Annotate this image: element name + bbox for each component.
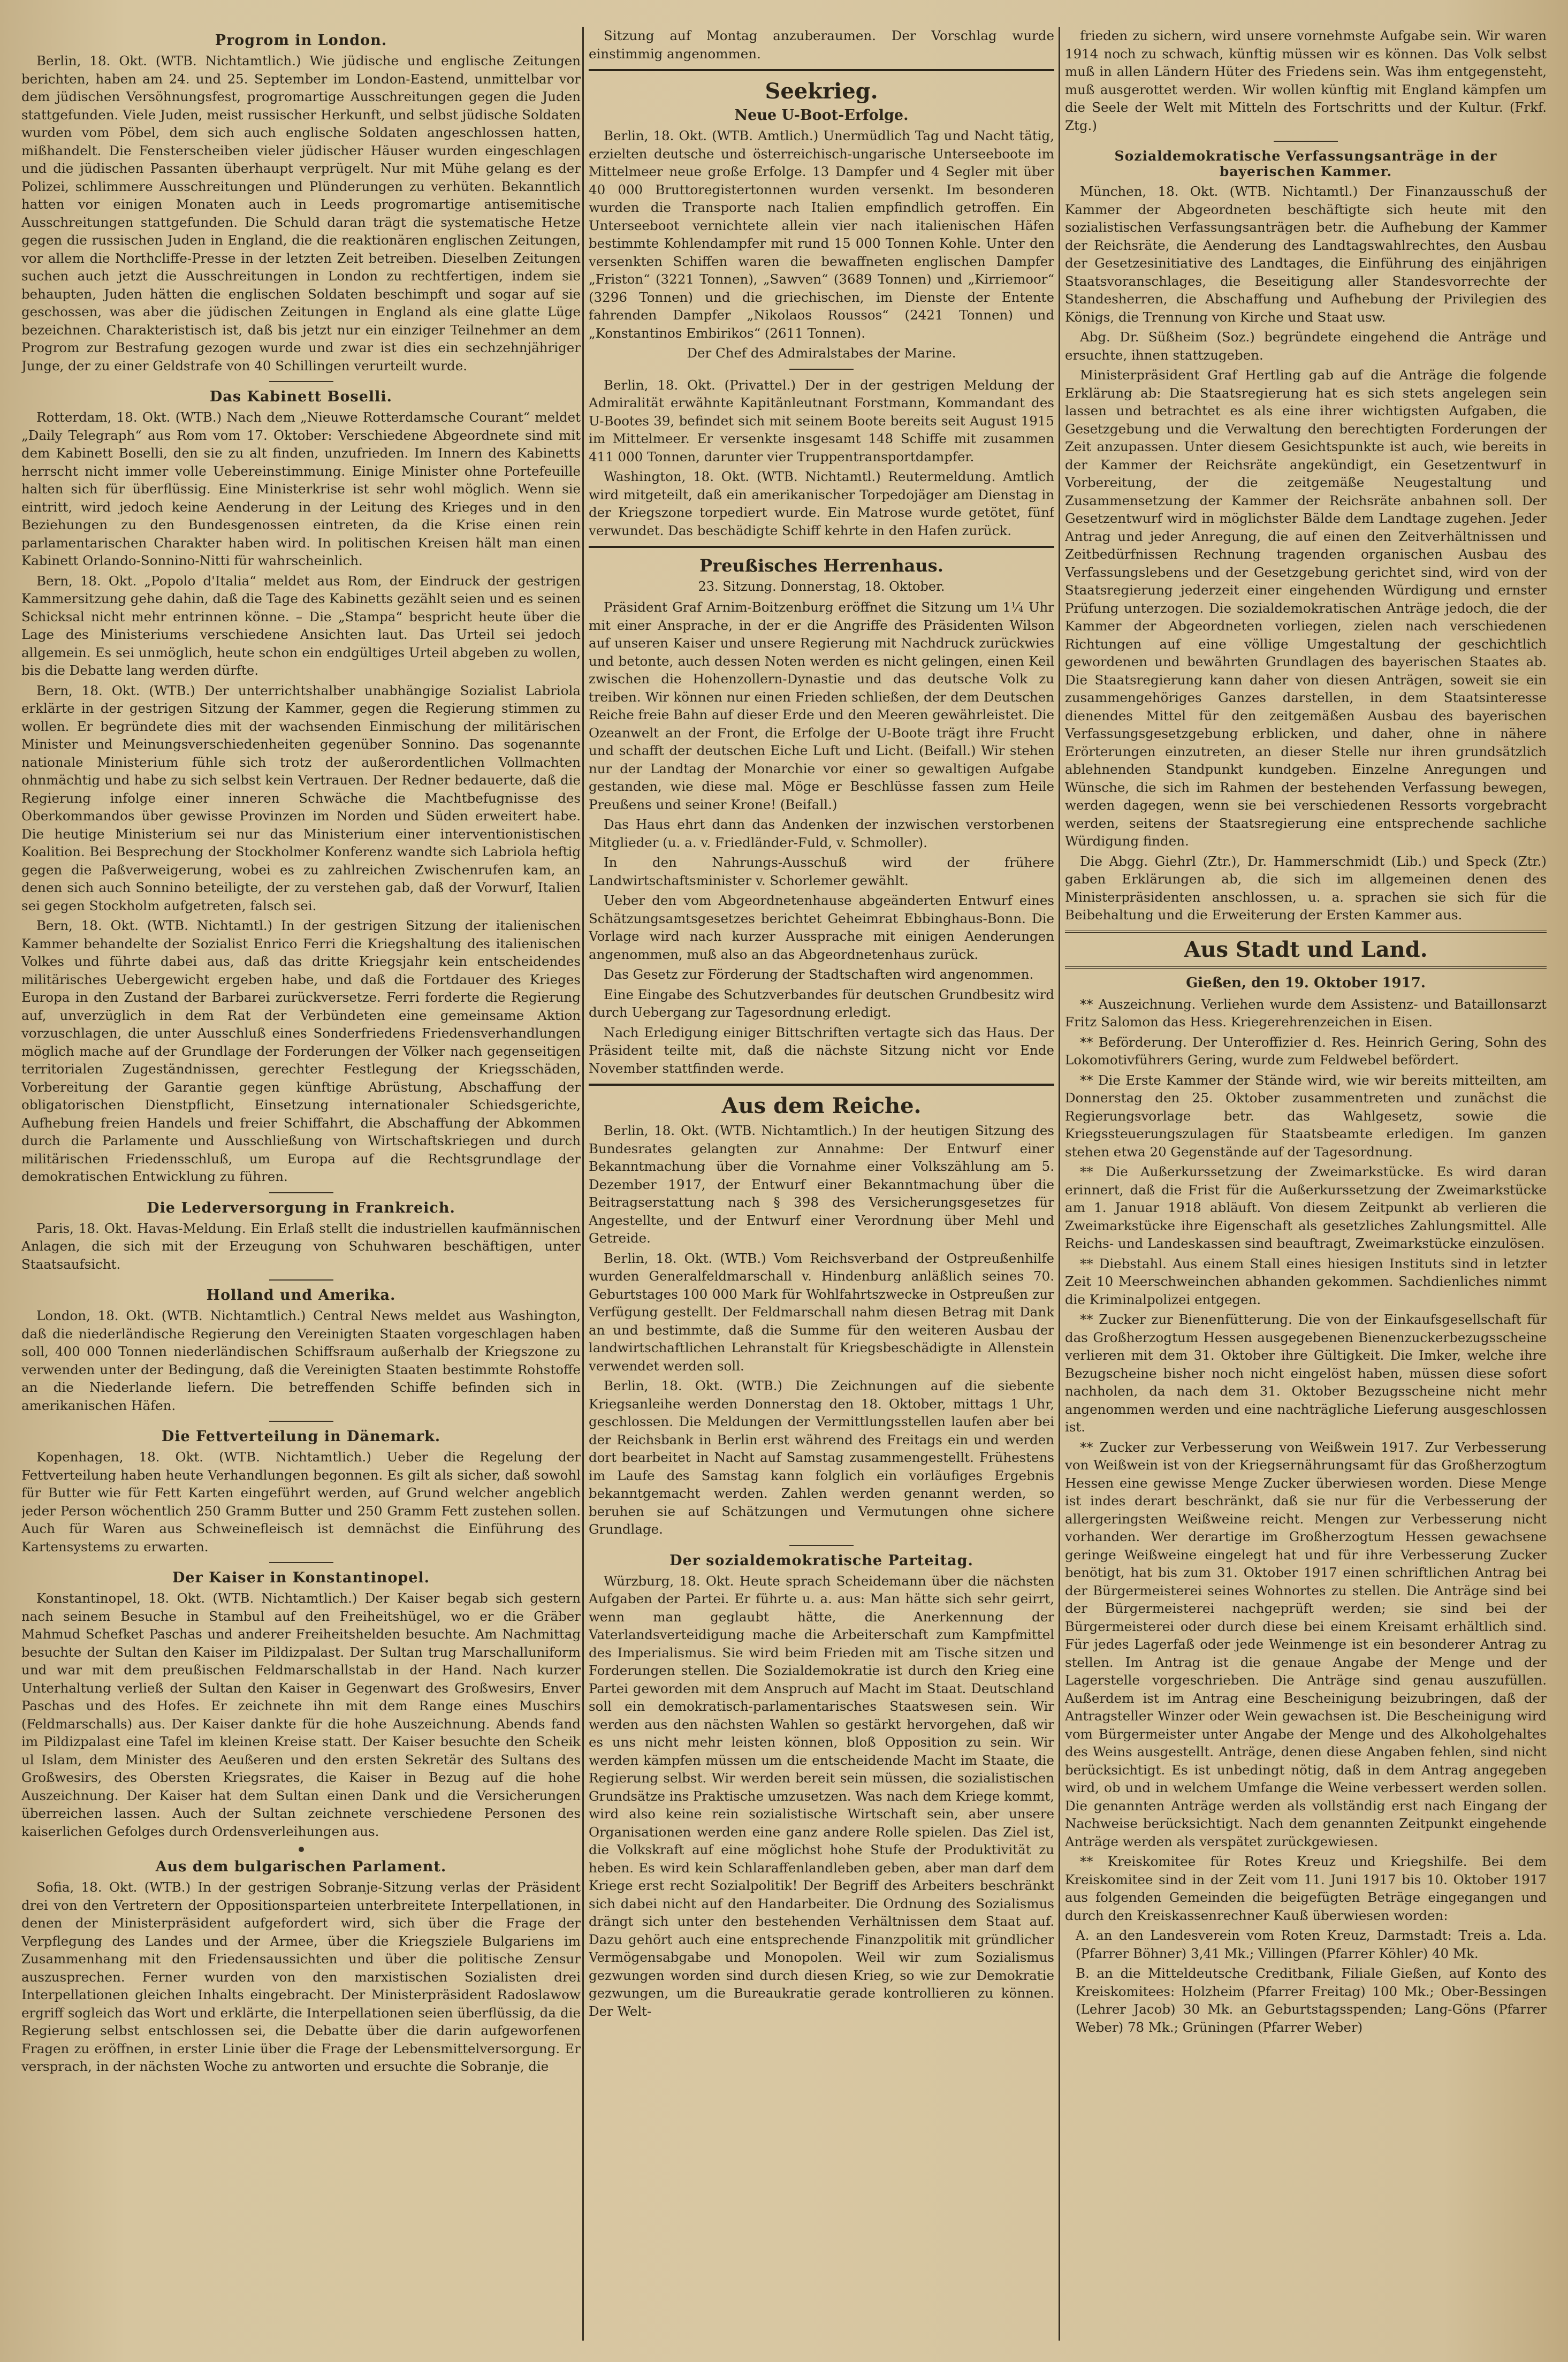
article-paragraph: ** Zucker zur Bienenfütterung. Die von der Einkaufsgesellschaft für das Großherzogtum Hessen ausgegebenen Bienenzuckerbezugsscheine verlieren mit dem 31. Oktober ihre Gültigkeit. Die Imker, welche ihre Bezugscheine bisher noch nicht eingelöst haben, müssen diese sofort nachholen, da nach dem 31. Oktober Bezugsscheine nicht mehr angenommen werden und eine nachträgliche Lieferung ausgeschlossen ist. (1065, 1312, 1547, 1435)
article-title: Der sozialdemokratische Parteitag. (669, 1552, 973, 1569)
article-paragraph: Kopenhagen, 18. Okt. (WTB. Nichtamtlich.) Ueber die Regelung der Fettverteilung haben heute Verhandlungen begonnen. Es gilt als sicher, daß sowohl für Butter wie für Fett Karten eingeführt werden, auf Grund welcher angeblich jeder Person wöchentlich 250 Gramm Butter und 250 Gramm Fett zustehen sollen. Auch für Waren aus Schweinefleisch ist demnächst die Einführung des Kartensystems zu erwarten. (21, 1449, 581, 1555)
article-fettverteilung (21, 1428, 581, 1556)
article-paragraph: Abg. Dr. Süßheim (Soz.) begründete eingehend die Anträge und ersuchte, ihnen stattzugeben. (1065, 329, 1547, 363)
section-title: Aus Stadt und Land. (1184, 936, 1428, 962)
article-kabinett-boselli (21, 388, 581, 1186)
separator (269, 1562, 333, 1563)
article-paragraph: Eine Eingabe des Schutzverbandes für deutschen Grundbesitz wird durch Uebergang zur Tagesordnung erledigt. (589, 986, 1054, 1020)
article-title: Das Kabinett Boselli. (209, 388, 393, 405)
column-1 (21, 27, 581, 2341)
article-paragraph: Berlin, 18. Okt. (WTB. Nichtamtlich.) Wie jüdische und englische Zeitungen berichten, haben am 24. und 25. September im London-Eastend, unmittelbar vor dem jüdischen Versöhnungsfest, progromartige Ausschreitungen gegen die Juden stattgefunden. Viele Juden, meist russischer Herkunft, und selbst jüdische Soldaten wurden vom Pöbel, dem sich auch englische Soldaten angeschlossen hatten, mißhandelt. Die Fensterscheiben vieler jüdischer Häuser wurden eingeschlagen und die jüdischen Passanten überhaupt verprügelt. Nur mit Mühe gelang es der Polizei, schlimmere Ausschreitungen und Plünderungen zu verhüten. Bekanntlich hatten vor einigen Monaten auch in Leeds progromartige antisemitische Ausschreitungen stattgefunden. Die Schuld daran trägt die systematische Hetze gegen die russischen Juden in England, die die reaktionären englischen Zeitungen, vor allem die Northcliffe-Presse in der letzten Zeit betreiben. Dieselben Zeitungen suchen auch jetzt die Ausschreitungen in London zu rechtfertigen, indem sie behaupten, Juden hätten die englischen Soldaten beschimpft und sogar auf sie geschossen, was aber die jüdischen Zeitungen in England als eine glatte Lüge bezeichnen. Charakteristisch ist, daß bis jetzt nur ein einziger Teilnehmer an dem Progrom zur Bestrafung gezogen wurde und zwar ist dies ein sechzehnjähriger Junge, der zu einer Geldstrafe von 40 Schillingen verurteilt wurde. (21, 53, 581, 374)
signature: Der Chef des Admiralstabes der Marine. (687, 345, 956, 361)
article-title: Holland und Amerika. (206, 1287, 396, 1304)
section-rule (589, 546, 1054, 548)
section-seekrieg (589, 79, 1054, 539)
article-progrom-london (21, 32, 581, 375)
section-title: Preußisches Herrenhaus. (699, 555, 943, 576)
article-paragraph: Das Haus ehrt dann das Andenken der inzwischen verstorbenen Mitglieder (u. a. v. Friedländer-Fuld, v. Schmoller). (589, 817, 1054, 850)
list-item: B. an die Mitteldeutsche Creditbank, Filiale Gießen, auf Konto des Kreiskomitees: Holzheim (Pfarrer Freitag) 100 Mk.; Ober-Bessingen (Lehrer Jacob) 30 Mk. an Geburtstagsspenden; Lang-Göns (Pfarrer Weber) 78 Mk.; Grüningen (Pfarrer Weber) (1076, 1965, 1547, 2035)
article-paragraph: ** Diebstahl. Aus einem Stall eines hiesigen Instituts sind in letzter Zeit 10 Meerschweinchen abhanden gekommen. Sachdienliches nimmt die Kriminalpolizei entgegen. (1065, 1255, 1547, 1307)
article-paragraph: ** Beförderung. Der Unteroffizier d. Res. Heinrich Gering, Sohn des Lokomotivführers Gering, wurde zum Feldwebel befördert. (1065, 1034, 1547, 1068)
article-lederversorgung (21, 1200, 581, 1274)
continued-text: frieden zu sichern, wird unsere vornehmste Aufgabe sein. Wir waren 1914 noch zu schwach, künftig müssen wir es können. Das Volk selbst muß in allen Ländern Hüter des Friedens sein. Was ihm entgegensteht, muß ausgerottet werden. Wir wollen künftig mit England kämpfen um die Seele der Welt mit Mitteln des Fortschritts und der Kultur. (Frkf. Ztg.) (1065, 28, 1547, 133)
article-paragraph: Ministerpräsident Graf Hertling gab auf die Anträge die folgende Erklärung ab: Die Staatsregierung hat es sich stets angelegen sein lassen und betrachtet es als eine ihrer wichtigsten Aufgaben, die Gesetzgebung und die Verwaltung den berechtigten Forderungen der Zeit anzupassen. Unter diesem Gesichtspunkte ist auch, wie bereits in der Kammer der Reichsräte angekündigt, ein Gesetzentwurf in Vorbereitung, der die zeitgemäße Neugestaltung und Zusammensetzung der Kammer der Reichsräte anbahnen soll. Der Gesetzentwurf wird in möglichster Bälde dem Landtage zugehen. Jeder Antrag und jeder Anregung, die auf einen den Zeitverhältnissen und Zeitbedürfnissen Rechnung tragenden organischen Ausbau des Verfassungslebens und der Gesetzgebung gerichtet sind, wird von der Staatsregierung jederzeit einer eingehenden Würdigung und ernster Prüfung unterzogen. Die sozialdemokratischen Anträge jedoch, die der Kammer der Abgeordneten vorliegen, zielen nach verschiedenen Richtungen auf eine völlige Umgestaltung der geschichtlich gewordenen und bewährten Grundlagen des bayerischen Staates ab. Die Staatsregierung kann daher von diesen Anträgen, soweit sie ein zusammengehöriges Ganzes darstellen, in dem Staatsinteresse dienendes Mittel für den zeitgemäßen Ausbau des bayerischen Verfassungsgesetzgebung erblicken, und daher, ohne in nähere Erörterungen einzutreten, an dieser Stelle nur ihren grundsätzlich ablehnenden Standpunkt kundgeben. Einzelne Anregungen und Wünsche, die sich im Rahmen der bestehenden Verfassung bewegen, werden dagegen, wenn sie bei verschiedenen Ressorts vorgebracht werden, seitens der Staatsregierung eine entsprechende sachliche Würdigung finden. (1065, 367, 1547, 849)
column-rule-1 (582, 27, 584, 2341)
article-paragraph: Würzburg, 18. Okt. Heute sprach Scheidemann über die nächsten Aufgaben der Partei. Er führte u. a. aus: Man hätte sich sehr geirrt, wenn man geglaubt hätte, die Anerkennung der Vaterlandsverteidigung mache die Arbeiterschaft zum Kampfmittel des Imperialismus. Sie wird beim Frieden mit am Tische sitzen und Forderungen stellen. Die Sozialdemokratie ist durch den Krieg eine Partei geworden mit dem Anspruch auf Macht im Staat. Deutschland soll ein demokratisch-parlamentarisches Staatswesen sein. Wir werden aus den nächsten Wahlen so gestärkt hervorgehen, daß wir es uns nicht mehr leisten können, bloß Opposition zu sein. Wir werden kämpfen müssen um die entscheidende Macht im Staate, die Regierung selbst. Wir werden bereit sein müssen, die sozialistischen Grundsätze ins Praktische umzusetzen. Was nach dem Kriege kommt, wird also keine rein sozialistische Wirtschaft sein, aber unsere Organisationen werden eine ganz andere Rolle spielen. Das Ziel ist, die Volkskraft auf eine möglichst hohe Stufe der Produktivität zu heben. Es wird kein Schlaraffenlandleben geben, aber man darf dem Kriege erst recht Sozialpolitik! Der Begriff des Arbeiters beschränkt sich dabei nicht auf den Handarbeiter. Die Ordnung des Sozialismus drängt sich unter den bestehenden Verhältnissen dem Staat auf. Dazu gehört auch eine entsprechende Finanzpolitik mit gründlicher Vermögensabgabe und Monopolen. Weil wir zum Sozialismus gezwungen worden sind durch diesen Krieg, so wie zur Demokratie gezwungen, um die Bureaukratie gerade kontrollieren zu können. Der Welt- (589, 1573, 1054, 2019)
article-holland-amerika (21, 1287, 581, 1414)
article-paragraph: Bern, 18. Okt. (WTB.) Der unterrichtshalber unabhängige Sozialist Labriola erklärte in der gestrigen Sitzung der Kammer, gegen die Regierung stimmen zu wollen. Er begründete dies mit der wachsenden Einmischung der militärischen Minister und Meinungsverschiedenheiten gegenüber Sonnino. Das sogenannte nationale Ministerium fühle sich trotz der außerordentlichen Vollmachten ohnmächtig und habe zu sich selbst kein Vertrauen. Der Redner bedauerte, daß die Regierung infolge einer inneren Schwäche die Machtbefugnisse des Oberkommandos über gewisse Provinzen im Norden und Süden erweitert habe. Die heutige Ministerium sei nur das Ministerium einer interventionistischen Koalition. Bei Besprechung der Stockholmer Konferenz wandte sich Labriola heftig gegen die Paßverweigerung, wobei es zu zahlreichen Zwischenrufen kam, an denen sich auch Sonnino beteiligte, der zu verstehen gab, daß der Vorwurf, Italien sei gegen Stockholm aufgetreten, falsch sei. (21, 682, 581, 913)
article-paragraph: London, 18. Okt. (WTB. Nichtamtlich.) Central News meldet aus Washington, daß die niederländische Regierung den Vereinigten Staaten vorgeschlagen haben soll, 400 000 Tonnen niederländischen Schiffsraum außerhalb der Kriegszone zu verwenden unter der Bedingung, daß die Vereinigten Staaten bestimmte Rohstoffe an die Niederlande liefern. Die betreffenden Schiffe befinden sich in amerikanischen Häfen. (21, 1308, 581, 1413)
separator (269, 1192, 333, 1193)
article-title: Die Lederversorgung in Frankreich. (147, 1199, 455, 1216)
separator (789, 1545, 854, 1546)
section-title: Aus dem Reiche. (721, 1093, 922, 1118)
section-title: Seekrieg. (765, 79, 878, 104)
article-title: Sozialdemokratische Verfassungsanträge in der bayerischen Kammer. (1114, 148, 1497, 179)
section-rule (589, 69, 1054, 71)
article-paragraph: Ueber den vom Abgeordnetenhause abgeänderten Entwurf eines Schätzungsamtsgesetzes berichtet Geheimrat Ebbinghaus-Bonn. Die Vorlage wird nach kurzer Aussprache mit einigen Aenderungen angenommen, muß also an das Abgeordnetenhaus zurück. (589, 893, 1054, 962)
article-paragraph: Präsident Graf Arnim-Boitzenburg eröffnet die Sitzung um 1¼ Uhr mit einer Ansprache, in der er die Angriffe des Präsidenten Wilson auf unseren Kaiser und unsere Regierung mit Nachdruck zurückwies und betonte, auch dessen Noten werden es nicht gelingen, einen Keil zwischen die Hohenzollern-Dynastie und das deutsche Volk zu treiben. Wir können nur einen Frieden schließen, der dem Deutschen Reiche freie Bahn auf dieser Erde und den Meeren gewährleistet. Die Ozeanwelt an der Front, die Erfolge der U-Boote trägt ihre Frucht und schafft der deutschen Eiche Luft und Licht. (Beifall.) Wir stehen nur der Landtag der Monarchie vor einer so gewaltigen Aufgabe gestanden, wie diese mal. Möge er Beschlüsse fassen zum Heile Preußens und seiner Krone! (Beifall.) (589, 599, 1054, 812)
separator (269, 381, 333, 382)
article-verfassungsantraege (1065, 148, 1547, 924)
article-paragraph: Berlin, 18. Okt. (WTB.) Die Zeichnungen auf die siebente Kriegsanleihe werden Donnerstag den 18. Oktober, mittags 1 Uhr, geschlossen. Die Meldungen der Vermittlungsstellen laufen aber bei der Reichsbank in Berlin erst während des Freitags ein und werden dort bearbeitet in Nacht auf Samstag zusammengestellt. Frühestens im Laufe des Samstag kann folglich ein vorläufiges Ergebnis bekanntgemacht werden. Zahlen werden genannt werden, so beruhen sie auf Schätzungen und Vermutungen ohne sichere Grundlage. (589, 1378, 1054, 1537)
dateline: Gießen, den 19. Oktober 1917. (1186, 974, 1426, 991)
section-stadt-land (1065, 975, 1547, 2037)
article-paragraph: ** Die Erste Kammer der Stände wird, wie wir bereits mitteilten, am Donnerstag den 25. Oktober zusammentreten und zunächst die Regierungsvorlage betr. das Wahlgesetz, sowie die Kriegssteuerungszulagen für Staatsbeamte erledigen. Im ganzen stehen etwa 20 Gegenstände auf der Tagesordnung. (1065, 1072, 1547, 1160)
article-paragraph: Berlin, 18. Okt. (Privattel.) Der in der gestrigen Meldung der Admiralität erwähnte Kapitänleutnant Forstmann, Kommandant des U-Bootes 39, befindet sich mit seinem Boote bereits seit August 1915 im Mittelmeer. Er versenkte insgesamt 148 Schiffe mit zusammen 411 000 Tonnen, darunter vier Truppentransportdampfer. (589, 377, 1054, 464)
section-subtitle: 23. Sitzung. Donnerstag, 18. Oktober. (698, 579, 945, 594)
section-reiche (589, 1093, 1054, 1538)
column-2 (589, 27, 1054, 2341)
article-paragraph: Sofia, 18. Okt. (WTB.) In der gestrigen Sobranje-Sitzung verlas der Präsident drei von den Vertretern der Oppositionsparteien unterbreitete Interpellationen, in denen der Ministerpräsident aufgefordert wird, sich über die Frage der Verpflegung des Landes und der Armee, über die Kriegsziele Bulgariens im Zusammenhang mit den Friedensaussichten und über die politische Zensur auszusprechen. Ferner wurden von den marxistischen Sozialisten drei Interpellationen gleichen Inhalts eingebracht. Der Ministerpräsident Radoslawow ergriff sogleich das Wort und erklärte, die Interpellationen seien überflüssig, da die Regierung selbst entschlossen sei, die Debatte über die darin aufgeworfenen Fragen zu eröffnen, in erster Linie über die Frage der Lebensmittelversorgung. Er versprach, in der nächsten Woche zu antworten und ersuchte die Sobranje, die (21, 1879, 581, 2074)
article-title: Der Kaiser in Konstantinopel. (172, 1569, 430, 1586)
section-herrenhaus (589, 555, 1054, 1077)
article-paragraph: Rotterdam, 18. Okt. (WTB.) Nach dem „Nieuwe Rotterdamsche Courant“ meldet „Daily Telegraph“ aus Rom vom 17. Oktober: Verschiedene Abgeordnete sind mit dem Kabinett Boselli, den sie zu alt finden, unzufrieden. Im Innern des Kabinetts herrscht nicht immer volle Uebereinstimmung. Einige Minister ohne Portefeuille halten sich für überflüssig. Eine Ministerkrise ist sehr wohl möglich. Wenn sie eintritt, wird jedoch keine Aenderung in der Leitung des Krieges und in den Beziehungen zu den Bundesgenossen eintreten, da die Krise einen rein parlamentarischen Charakter haben wird. In politischen Kreisen hält man einen Kabinett Orlando-Sonnino-Nitti für wahrscheinlich. (21, 409, 581, 568)
article-paragraph: Bern, 18. Okt. „Popolo d'Italia“ meldet aus Rom, der Eindruck der gestrigen Kammersitzung gehe dahin, daß die Tage des Kabinetts gezählt seien und es seinen Schicksal nicht mehr entrinnen könne. – Die „Stampa“ bespricht heute über die Lage des Ministeriums verschiedene Ansichten laut. Das Urteil sei jedoch allgemein. Es sei unmöglich, heute schon ein endgültiges Urteil abgeben zu wollen, bis die Debatte lang werden dürfte. (21, 573, 581, 678)
article-title: Aus dem bulgarischen Parlament. (155, 1858, 447, 1875)
article-title: Progrom in London. (215, 32, 387, 49)
article-paragraph: ** Auszeichnung. Verliehen wurde dem Assistenz- und Bataillonsarzt Fritz Salomon das Hess. Kriegerehrenzeichen in Eisen. (1065, 996, 1547, 1030)
article-paragraph: Berlin, 18. Okt. (WTB. Nichtamtlich.) In der heutigen Sitzung des Bundesrates gelangten zur Annahme: Der Entwurf einer Bekanntmachung über die Vornahme einer Volkszählung am 5. Dezember 1917, der Entwurf einer Bekanntmachung über die Beitragserstattung nach § 398 des Versicherungsgesetzes für Angestellte, und der Entwurf einer Verordnung über Mehl und Getreide. (589, 1123, 1054, 1246)
article-paragraph: Das Gesetz zur Förderung der Stadtschaften wird angenommen. (604, 966, 1034, 982)
section-header-box (1065, 931, 1547, 969)
article-bulgarisches-parlament (21, 1858, 581, 2076)
separator-dot (299, 1847, 304, 1852)
article-paragraph: Bern, 18. Okt. (WTB. Nichtamtl.) In der gestrigen Sitzung der italienischen Kammer behandelte der Sozialist Enrico Ferri die Kriegshaltung des italienischen Volkes und führte dabei aus, daß das dritte Kriegsjahr kein entscheidendes militärisches Uebergewicht ergeben habe, und daß die Fortdauer des Krieges Europa in den Zustand der Barbarei zurückversetze. Ferri forderte die Regierung auf, unverzüglich in dem Rat der Verbündeten eine gemeinsame Aktion vorzuschlagen, die unter Ausschluß eines Sonderfriedens Friedensverhandlungen möglich mache auf der Grundlage der Forderungen der Völker nach gegenseitigen territorialen Zugeständnissen, gerechter Festlegung der Kriegsschäden, Vorbereitung der Garantie gegen künftige Abrüstung, Abschaffung der obligatorischen Dienstpflicht, Einsetzung internationaler Schiedsgerichte, Aufhebung freien Handels und freier Schiffahrt, die Abschaffung der Abkommen durch die Parlamente und Ausschließung von Wirtschaftskriegen und durch militärischen Friedensschluß, um Europa auf die Rechtsgrundlage der demokratischen Entwicklung zu führen. (21, 918, 581, 1184)
article-paragraph: Washington, 18. Okt. (WTB. Nichtamtl.) Reutermeldung. Amtlich wird mitgeteilt, daß ein amerikanischer Torpedojäger am Dienstag in der Kriegszone torpediert wurde. Ein Matrose wurde getötet, fünf verwundet. Das beschädigte Schiff kehrte in den Hafen zurück. (589, 469, 1054, 538)
column-rule-2 (1059, 27, 1060, 2341)
article-paragraph: Die Abgg. Giehrl (Ztr.), Dr. Hammerschmidt (Lib.) und Speck (Ztr.) gaben Erklärungen ab, die sich im allgemeinen denen des Ministerpräsidenten anschlossen, u. a. sprachen sie sich für die Beibehaltung und die Erweiterung der Ersten Kammer aus. (1065, 853, 1547, 923)
separator (789, 369, 854, 370)
article-paragraph: Berlin, 18. Okt. (WTB. Amtlich.) Unermüdlich Tag und Nacht tätig, erzielten deutsche und österreichisch-ungarische Unterseeboote im Mittelmeer neue große Erfolge. 13 Dampfer und 4 Segler mit über 40 000 Bruttoregistertonnen wurden versenkt. Im besonderen wurden die Transporte nach Italien empfindlich getroffen. Ein Unterseeboot vernichtete allein vier nach italienischen Häfen bestimmte Kohlendampfer mit rund 15 000 Tonnen Kohle. Unter den versenkten Schiffen waren die bewaffneten englischen Dampfer „Friston“ (3221 Tonnen), „Sawven“ (3689 Tonnen) und „Kirriemoor“ (3296 Tonnen) und die griechischen, im Dienste der Entente fahrenden Dampfer „Nikolaos Roussos“ (2421 Tonnen) und „Konstantinos Embirikos“ (2611 Tonnen). (589, 128, 1054, 341)
article-paragraph: ** Zucker zur Verbesserung von Weißwein 1917. Zur Verbesserung von Weißwein ist von der Kriegsernährungsamt für das Großherzogtum Hessen eine gewisse Menge Zucker überwiesen worden. Diese Menge ist indes derart beschränkt, daß sie nur für die Verbesserung der allergeringsten Weißweine reicht. Mengen zur Verbesserung nicht vorhanden. Wer derartige im Großherzogtum Hessen gewachsene geringe Weißweine eingelegt hat und für ihre Verbesserung Zucker benötigt, hat bis zum 31. Oktober 1917 einen schriftlichen Antrag bei der Bürgermeisterei seines Wohnortes zu stellen. Die Anträge sind bei der Bürgermeisterei nachgeprüft werden; sie sind bei der Bürgermeisterei oder durch diese bei einem Kreisamt erhältlich sind. Für jedes Lagerfaß oder jede Weinmenge ist ein besonderer Antrag zu stellen. Im Antrag ist die genaue Angabe der Menge und der Lagerstelle vorgeschrieben. Die Anträge sind genau auszufüllen. Außerdem ist im Antrag eine Bescheinigung beizubringen, daß der Antragsteller Winzer oder Wein gewachsen ist. Die Bescheinigung wird vom Bürgermeister unter Angabe der Menge und des Alkoholgehaltes des Weins ausgestellt. Anträge, denen diese Angaben fehlen, sind nicht berücksichtigt. Es ist unbedingt nötig, daß in dem Antrag angegeben wird, ob und in welchem Umfange die Weine verbessert werden sollen. Die genannten Anträge werden als vollständig erst nach Eingang der Nachweise berücksichtigt. Nach dem genannten Zeitpunkt eingehende Anträge werden als verspätet zurückgewiesen. (1065, 1439, 1547, 1849)
article-paragraph: ** Kreiskomitee für Rotes Kreuz und Kriegshilfe. Bei dem Kreiskomitee sind in der Zeit vom 11. Juni 1917 bis 10. Oktober 1917 aus folgenden Gemeinden die beigefügten Beträge eingegangen und durch den Kreiskassenrechner Kauß überwiesen worden: (1065, 1854, 1547, 1923)
article-paragraph: Nach Erledigung einiger Bittschriften vertagte sich das Haus. Der Präsident teilte mit, daß die nächste Sitzung nicht vor Ende November stattfinden werde. (589, 1024, 1054, 1076)
article-kaiser-konstantinopel (21, 1569, 581, 1840)
separator (1274, 141, 1338, 142)
continued-text: Sitzung auf Montag anzuberaumen. Der Vorschlag wurde einstimmig angenommen. (589, 28, 1054, 62)
separator (269, 1279, 333, 1281)
list-item: A. an den Landesverein vom Roten Kreuz, Darmstadt: Treis a. Lda. (Pfarrer Böhner) 3,41 Mk.; Villingen (Pfarrer Köhler) 40 Mk. (1076, 1927, 1547, 1961)
article-paragraph: ** Die Außerkurssetzung der Zweimarkstücke. Es wird daran erinnert, daß die Frist für die Außerkurssetzung der Zweimarkstücke am 1. Januar 1918 abläuft. Von diesem Zeitpunkt ab verlieren die Zweimarkstücke ihre Eigenschaft als gesetzliches Zahlungsmittel. Alle Reichs- und Landeskassen sind beauftragt, Zweimarkstücke einzulösen. (1065, 1164, 1547, 1251)
article-parteitag (589, 1552, 1054, 2021)
column-3 (1065, 27, 1547, 2341)
article-paragraph: Berlin, 18. Okt. (WTB.) Vom Reichsverband der Ostpreußenhilfe wurden Generalfeldmarschall v. Hindenburg anläßlich seines 70. Geburtstages 100 000 Mark für Wohlfahrtszwecke in Ostpreußen zur Verfügung gestellt. Der Feldmarschall nahm diesen Betrag mit Dank an und bestimmte, daß die Summe für den weiteren Ausbau der landwirtschaftlichen Lehranstalt für Kriegsbeschädigte in Allenstein verwendet werden soll. (589, 1250, 1054, 1374)
article-paragraph: Konstantinopel, 18. Okt. (WTB. Nichtamtlich.) Der Kaiser begab sich gestern nach seinem Besuche in Stambul auf den Freiheitshügel, wo er die Gräber Mahmud Schefket Paschas und anderer Freiheitshelden besuchte. Am Nachmittag besuchte der Sultan den Kaiser im Pildizpalast. Der Sultan trug Marschalluniform und war mit dem preußischen Feldmarschallstab in der Hand. Nach kurzer Unterhaltung verließ der Sultan den Kaiser in Gegenwart des Großwesirs, Enver Paschas und des Hofes. Er zeichnete ihn mit dem Range eines Muschirs (Feldmarschalls) aus. Der Kaiser dankte für die hohe Auszeichnung. Abends fand im Pildizpalast eine Tafel im kleinen Kreise statt. Der Kaiser besuchte den Scheik ul Islam, dem Minister des Aeußeren und den ersten Sekretär des Sultans des Großwesirs, des Obersten Kriegsrates, die Kaiser in Bezug auf die hohe Auszeichnung. Der Kaiser hat dem Sultan einen Dank und die Versicherungen überreichen lassen. Auch der Sultan zeichnete verschiedene Personen des kaiserlichen Gefolges durch Ordensverleihungen aus. (21, 1590, 581, 1839)
section-subtitle: Neue U-Boot-Erfolge. (734, 107, 909, 124)
article-title: Die Fettverteilung in Dänemark. (161, 1428, 441, 1445)
article-paragraph: München, 18. Okt. (WTB. Nichtamtl.) Der Finanzausschuß der Kammer der Abgeordneten beschäftigte sich heute mit den sozialistischen Verfassungsanträgen betr. die Aufhebung der Kammer der Reichsräte, die Aenderung des Landtagswahlrechtes, den Ausbau der Gesetzesinitiative des Landtages, die Einführung des einjährigen Staatsvoranschlages, die Beseitigung aller Standesvorrechte der Standesherren, die Abschaffung und Aufhebung der Privilegien des Königs, die Trennung von Kirche und Staat usw. (1065, 184, 1547, 325)
section-rule (589, 1084, 1054, 1086)
separator (269, 1421, 333, 1422)
article-paragraph: Paris, 18. Okt. Havas-Meldung. Ein Erlaß stellt die industriellen kaufmännischen Anlagen, die sich mit der Erzeugung von Schuhwaren beschäftigen, unter Staatsaufsicht. (21, 1220, 581, 1272)
article-paragraph: In den Nahrungs-Ausschuß wird der frühere Landwirtschaftsminister v. Schorlemer gewählt. (589, 855, 1054, 888)
